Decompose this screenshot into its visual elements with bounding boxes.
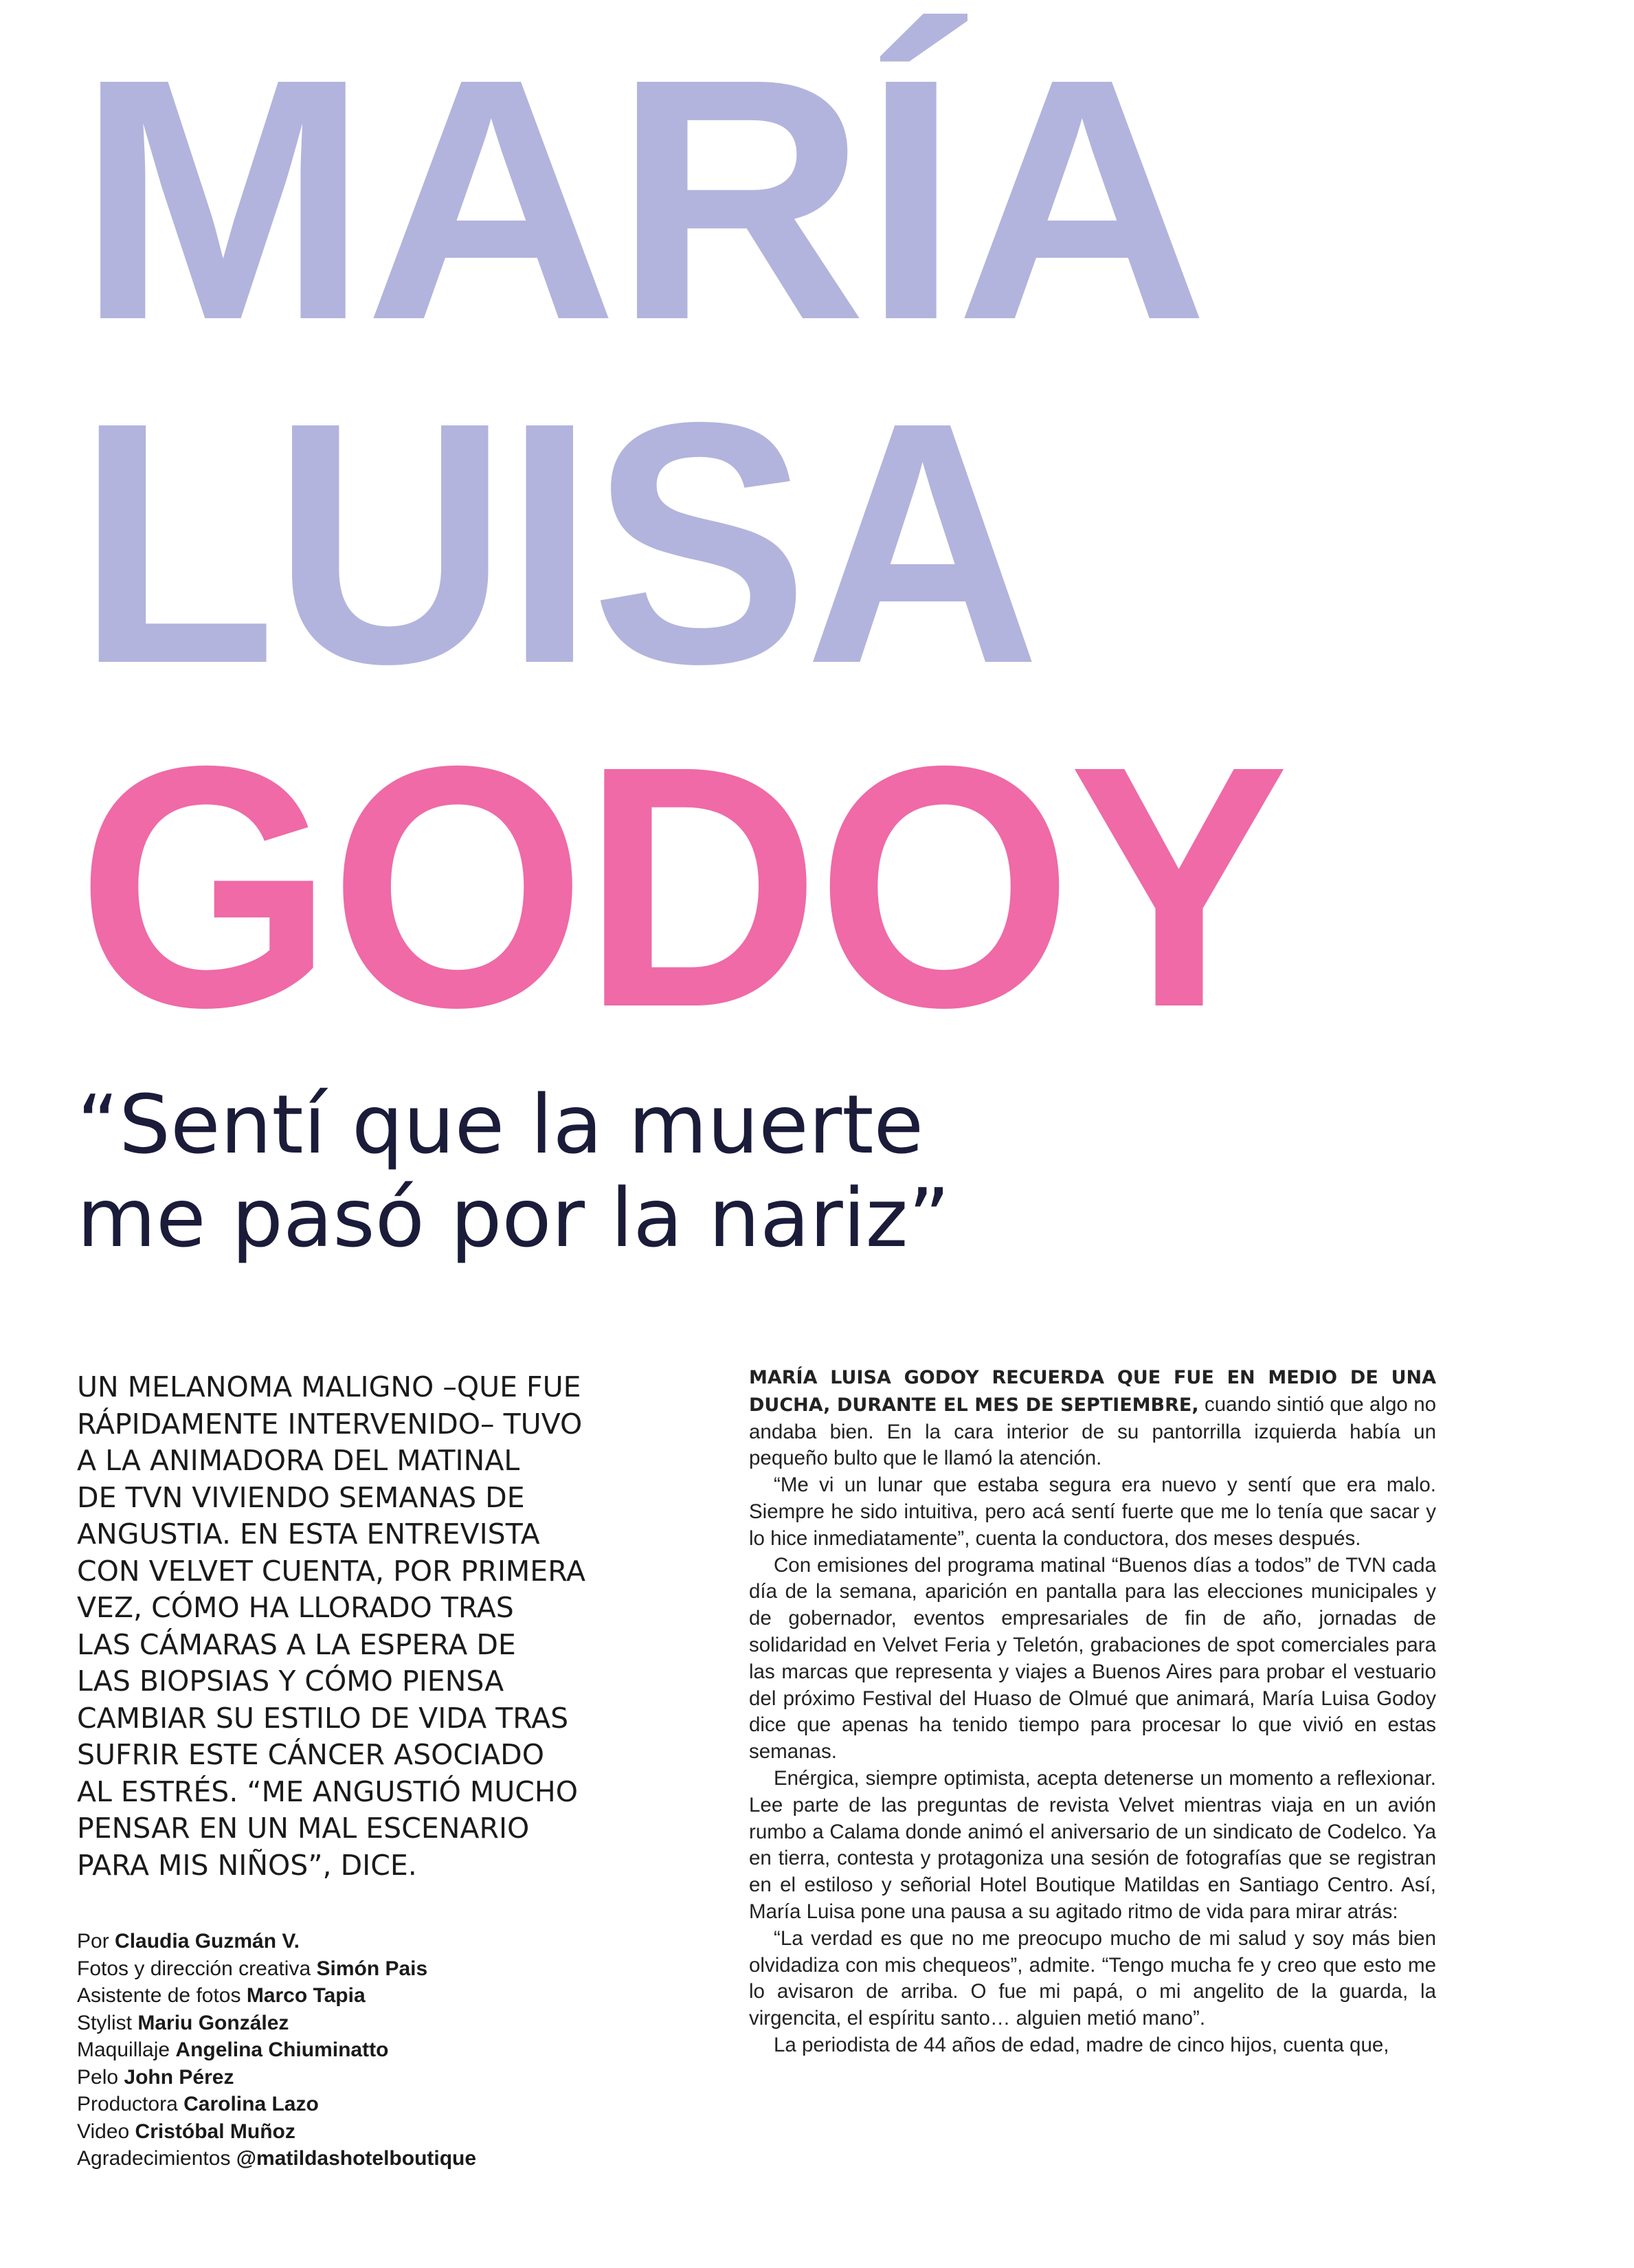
credit-line <box>77 2010 647 2037</box>
lead-bold-text: MARÍA LUISA GODOY RECUERDA QUE FUE EN MEDIO DE UNA DUCHA, DURANTE EL MES DE SEPTIEMBRE, <box>749 1367 1436 1416</box>
credit-line <box>77 2145 647 2172</box>
body-paragraph: Enérgica, siempre optimista, acepta detenerse un momento a reflexionar. Lee parte de las preguntas de revista Velvet mientras viaja en un avión rumbo a Calama donde animó el aniversario de un sindicato de Codelco. Ya en tierra, contesta y protagoniza una sesión de fotografías que se registran en el estiloso y señorial Hotel Boutique Matildas en Santiago Centro. Así, María Luisa pone una pausa a su agitado ritmo de vida para mirar atrás: <box>749 1766 1436 1923</box>
intro-line: A LA ANIMADORA DEL MATINAL <box>77 1444 520 1477</box>
intro-line: LAS CÁMARAS A LA ESPERA DE <box>77 1627 516 1661</box>
credit-line <box>77 2118 647 2146</box>
credits-list <box>77 1928 647 2172</box>
credit-line <box>77 2064 647 2091</box>
lead-text: cuando sintió que algo no andaba bien. En la cara interior de su pantorrilla izquierda había un pequeño bulto que le llamó la atención. <box>749 1392 1437 1470</box>
body-paragraph: Con emisiones del programa matinal “Buenos días a todos” de TVN cada día de la semana, aparición en pantalla para las elecciones municipales y de gobernador, eventos empresariales de fin de año, jornadas de solidaridad en Velvet Feria y Teletón, grabaciones de spot comerciales para las marcas que representa y viajes a Buenos Aires para probar el vestuario del próximo Festival del Huaso de Olmué que animará, María Luisa Godoy dice que apenas ha tenido tiempo para procesar lo que vivió en estas semanas. <box>749 1553 1436 1764</box>
credit-name: Marco Tapia <box>246 1984 366 2007</box>
intro-line: SUFRIR ESTE CÁNCER ASOCIADO <box>77 1738 544 1771</box>
credit-role: Video <box>77 2120 130 2143</box>
intro-line: ANGUSTIA. EN ESTA ENTREVISTA <box>77 1517 540 1550</box>
intro-line: PARA MIS NIÑOS”, DICE. <box>77 1848 417 1882</box>
headline-line-1: “Sentí que la muerte <box>77 1077 924 1172</box>
credit-name: John Pérez <box>124 2065 234 2089</box>
intro-line: DE TVN VIVIENDO SEMANAS DE <box>77 1480 525 1514</box>
credit-name: Mariu González <box>137 2011 289 2034</box>
credit-name: Angelina Chiuminatto <box>175 2038 389 2061</box>
intro-line: RÁPIDAMENTE INTERVENIDO– TUVO <box>77 1407 583 1441</box>
intro-line: CON VELVET CUENTA, POR PRIMERA <box>77 1554 586 1588</box>
headline-quote <box>77 1078 1176 1265</box>
credit-name: Claudia Guzmán V. <box>115 1930 300 1953</box>
article-body <box>749 1364 1436 2059</box>
title-first-name: MARÍA <box>77 7 1205 391</box>
intro-summary <box>77 1369 647 1884</box>
credit-role: Por <box>77 1930 109 1953</box>
credit-name: Simón Pais <box>316 1957 428 1980</box>
credit-line <box>77 2091 647 2118</box>
credit-role: Maquillaje <box>77 2038 170 2061</box>
intro-line: PENSAR EN UN MAL ESCENARIO <box>77 1812 530 1845</box>
credit-name: Carolina Lazo <box>183 2093 319 2115</box>
credit-line <box>77 1982 647 2010</box>
credit-line <box>77 1928 647 1955</box>
body-paragraph: La periodista de 44 años de edad, madre de cinco hijos, cuenta que, <box>774 2033 1389 2056</box>
headline-line-2: me pasó por la nariz” <box>77 1170 950 1265</box>
credit-name: @matildashotelboutique <box>236 2147 477 2170</box>
credit-role: Pelo <box>77 2065 119 2089</box>
credit-role: Productora <box>77 2093 178 2115</box>
body-paragraph: “La verdad es que no me preocupo mucho de mi salud y soy más bien olvidadiza con mis chequeos”, admite. “Tengo mucha fe y creo que esto me lo avisaron de arriba. O fue mi papá, o mi angelito de la guarda, la virgencita, el espíritu santo… alguien metió mano”. <box>749 1926 1436 2030</box>
credit-role: Agradecimientos <box>77 2147 231 2170</box>
lead-paragraph <box>749 1364 1436 1472</box>
intro-line: LAS BIOPSIAS Y CÓMO PIENSA <box>77 1665 504 1698</box>
credit-line <box>77 1955 647 1983</box>
intro-line: UN MELANOMA MALIGNO –QUE FUE <box>77 1370 581 1403</box>
body-paragraph: “Me vi un lunar que estaba segura era nuevo y sentí que era malo. Siempre he sido intuitiva, pero acá sentí fuerte que me lo tenía que sacar y lo hice inmediatamente”, cuenta la conductora, dos meses después. <box>749 1474 1436 1550</box>
title-last-name: GODOY <box>77 694 1286 1078</box>
credit-role: Fotos y dirección creativa <box>77 1957 311 1980</box>
intro-line: CAMBIAR SU ESTILO DE VIDA TRAS <box>77 1701 569 1735</box>
credit-line <box>77 2036 647 2064</box>
intro-line: AL ESTRÉS. “ME ANGUSTIÓ MUCHO <box>77 1775 579 1808</box>
title-middle-name: LUISA <box>77 351 1037 735</box>
credit-role: Stylist <box>77 2011 133 2034</box>
credit-role: Asistente de fotos <box>77 1984 241 2007</box>
credit-name: Cristóbal Muñoz <box>135 2120 295 2143</box>
intro-line: VEZ, CÓMO HA LLORADO TRAS <box>77 1591 514 1624</box>
